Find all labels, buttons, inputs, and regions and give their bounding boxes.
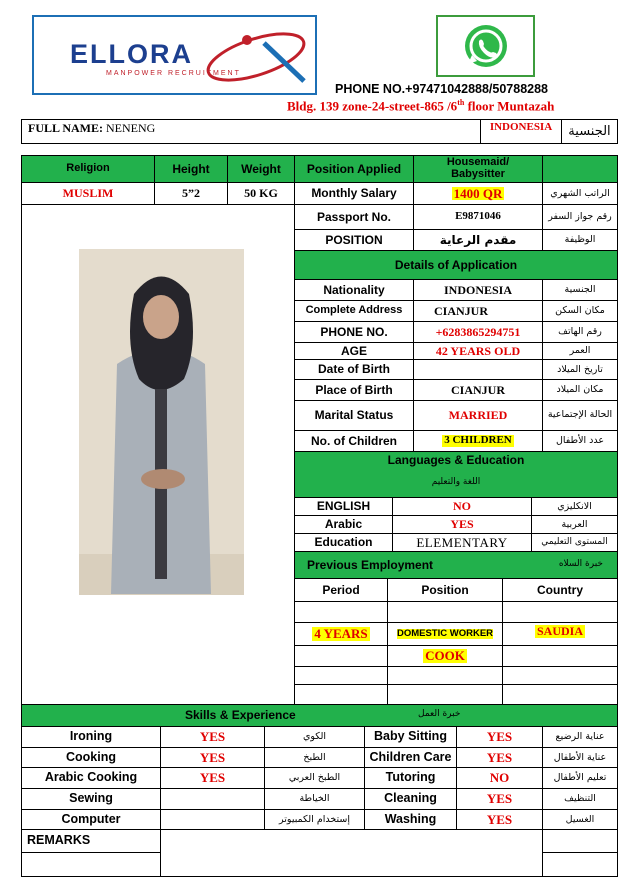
position-applied-value: Housemaid/ Babysitter <box>413 155 543 183</box>
whatsapp-logo <box>436 15 535 77</box>
languages-header <box>294 451 618 498</box>
position-label: POSITION <box>294 229 414 251</box>
employment-position: DOMESTIC WORKER <box>396 628 494 640</box>
detail-arabic-phone: رقم الهاتف <box>542 321 618 343</box>
detail-label-dob: Date of Birth <box>294 359 414 380</box>
applicant-figure-icon <box>79 249 244 595</box>
skill-arabic-computer: إستخدام الكمبيوتر <box>264 809 365 830</box>
employment-empty <box>502 666 618 685</box>
education-label: Education <box>294 533 393 552</box>
skill-label-babysitting: Baby Sitting <box>364 726 457 748</box>
employment-country: SAUDIA <box>536 624 583 638</box>
skills-title-arabic: خبرة العمل <box>418 709 461 719</box>
employment-empty <box>502 601 618 623</box>
detail-label-marital: Marital Status <box>294 400 414 431</box>
height-value: 5”2 <box>154 182 228 205</box>
position-applied-header: Position Applied <box>294 155 414 183</box>
passport-label: Passport No. <box>294 204 414 230</box>
skill-label-arabiccooking: Arabic Cooking <box>21 767 161 789</box>
skill-value-washing: YES <box>456 809 543 830</box>
employment-period: 4 YEARS <box>314 626 368 642</box>
lang-label-arabic: Arabic <box>294 515 393 534</box>
skill-value-cleaning: YES <box>456 788 543 810</box>
skill-arabic-tutoring: تعليم الأطفال <box>542 767 618 789</box>
detail-arabic-pob: مكان الميلاد <box>542 379 618 401</box>
full-name-label: FULL NAME: <box>28 121 103 135</box>
salary-label: Monthly Salary <box>294 182 414 205</box>
skill-label-sewing: Sewing <box>21 788 161 810</box>
detail-label-address: Complete Address <box>294 300 414 322</box>
religion-header: Religion <box>21 155 155 183</box>
skill-value-childrencare: YES <box>456 747 543 768</box>
skill-label-cleaning: Cleaning <box>364 788 457 810</box>
education-value: ELEMENTARY <box>392 533 532 552</box>
detail-label-children: No. of Children <box>294 430 414 452</box>
height-header: Height <box>154 155 228 183</box>
nationality-value: INDONESIA <box>480 119 562 144</box>
skill-arabic-ironing: الكوي <box>264 726 365 748</box>
logo-swoosh-icon <box>204 23 314 91</box>
employment-col-period: Period <box>294 578 388 602</box>
remarks-label: REMARKS <box>21 829 161 853</box>
lang-arabic-arabic: العربية <box>531 515 618 534</box>
detail-value-nationality: INDONESIA <box>413 279 543 301</box>
detail-label-age: AGE <box>294 342 414 360</box>
employment-title: Previous Employment <box>307 557 434 572</box>
skills-title: Skills & Experience <box>185 708 296 722</box>
nationality-arabic-label: الجنسية <box>561 119 618 144</box>
lang-value-english: NO <box>392 497 532 516</box>
employment-empty <box>294 666 388 685</box>
detail-value-age: 42 YEARS OLD <box>413 342 543 360</box>
skill-arabic-childrencare: عناية الأطفال <box>542 747 618 768</box>
passport-arabic-label: رقم جواز السفر <box>542 204 618 230</box>
employment-empty <box>294 645 388 667</box>
skill-value-ironing: YES <box>160 726 265 748</box>
detail-arabic-children: عدد الأطفال <box>542 430 618 452</box>
skill-label-washing: Washing <box>364 809 457 830</box>
address-floor: floor Muntazah <box>464 98 555 114</box>
remarks-empty <box>542 852 618 877</box>
address-main: Bldg. 139 zone-24-street-865 /6 <box>287 98 458 114</box>
detail-value-address: CIANJUR <box>413 300 543 322</box>
remarks-empty <box>21 852 161 877</box>
skill-value-babysitting: YES <box>456 726 543 748</box>
skill-label-cooking: Cooking <box>21 747 161 768</box>
employment-position-cell <box>387 622 503 646</box>
lang-label-english: ENGLISH <box>294 497 393 516</box>
employment-country-cell <box>502 622 618 646</box>
salary-value: 1400 QR <box>453 185 503 201</box>
religion-value: MUSLIM <box>21 182 155 205</box>
employment-position-2: COOK <box>425 648 465 664</box>
employment-empty <box>387 601 503 623</box>
logo-text: ELLORA <box>70 39 193 69</box>
lang-arabic-english: الانكليزي <box>531 497 618 516</box>
detail-value-children: 3 CHILDREN <box>444 434 512 447</box>
full-name-field <box>21 119 481 144</box>
employment-empty <box>294 684 388 705</box>
position-arabic-label: الوظيفة <box>542 229 618 251</box>
skill-arabic-cleaning: التنظيف <box>542 788 618 810</box>
employment-col-country: Country <box>502 578 618 602</box>
skill-label-ironing: Ironing <box>21 726 161 748</box>
full-name-value: NENENG <box>106 121 156 135</box>
salary-value-cell <box>413 182 543 205</box>
languages-title: Languages & Education <box>387 453 525 467</box>
company-phone: PHONE NO.+97471042888/50788288 <box>335 82 549 96</box>
skill-value-arabiccooking: YES <box>160 767 265 789</box>
detail-value-marital: MARRIED <box>413 400 543 431</box>
skill-value-tutoring: NO <box>456 767 543 789</box>
detail-arabic-dob: تاريخ الميلاد <box>542 359 618 380</box>
detail-label-phone: PHONE NO. <box>294 321 414 343</box>
header-empty-cell <box>542 155 618 183</box>
details-header: Details of Application <box>294 250 618 280</box>
employment-period-cell <box>294 622 388 646</box>
detail-value-phone: +6283865294751 <box>413 321 543 343</box>
detail-arabic-address: مكان السكن <box>542 300 618 322</box>
skill-arabic-sewing: الخياطة <box>264 788 365 810</box>
weight-value: 50 KG <box>227 182 295 205</box>
whatsapp-icon <box>438 17 533 75</box>
employment-header <box>294 551 618 579</box>
detail-arabic-age: العمر <box>542 342 618 360</box>
employment-empty <box>387 666 503 685</box>
employment-empty <box>502 645 618 667</box>
detail-value-dob <box>413 359 543 380</box>
lang-value-arabic: YES <box>392 515 532 534</box>
languages-title-arabic: اللغة والتعليم <box>431 476 481 487</box>
applicant-photo <box>79 249 244 595</box>
detail-value-children-cell <box>413 430 543 452</box>
skill-value-computer <box>160 809 265 830</box>
employment-title-arabic: خبرة السلاه <box>558 559 603 570</box>
passport-value: E9871046 <box>413 204 543 230</box>
skill-arabic-washing: الغسيل <box>542 809 618 830</box>
skill-arabic-cooking: الطبخ <box>264 747 365 768</box>
company-logo <box>32 15 317 95</box>
employment-empty <box>502 684 618 705</box>
employment-col-position: Position <box>387 578 503 602</box>
education-arabic-label: المستوى التعليمي <box>531 533 618 552</box>
employment-empty <box>294 601 388 623</box>
detail-arabic-nationality: الجنسية <box>542 279 618 301</box>
skill-arabic-babysitting: عناية الرضيع <box>542 726 618 748</box>
skill-label-computer: Computer <box>21 809 161 830</box>
remarks-empty <box>542 829 618 853</box>
employment-position2-cell <box>387 645 503 667</box>
skill-value-cooking: YES <box>160 747 265 768</box>
address-suffix: th <box>457 98 465 107</box>
detail-value-pob: CIANJUR <box>413 379 543 401</box>
detail-label-pob: Place of Birth <box>294 379 414 401</box>
skill-value-sewing <box>160 788 265 810</box>
employment-empty <box>387 684 503 705</box>
skill-label-childrencare: Children Care <box>364 747 457 768</box>
skill-arabic-arabiccooking: الطبخ العربي <box>264 767 365 789</box>
logo-subtitle: MANPOWER RECRUITMENT <box>106 70 241 77</box>
skills-header <box>21 704 618 727</box>
skill-label-tutoring: Tutoring <box>364 767 457 789</box>
weight-header: Weight <box>227 155 295 183</box>
position-value: مقدم الرعاية <box>413 229 543 251</box>
company-address <box>287 98 554 114</box>
detail-label-nationality: Nationality <box>294 279 414 301</box>
detail-arabic-marital: الحالة الإجتماعية <box>542 400 618 431</box>
salary-arabic-label: الراتب الشهري <box>542 182 618 205</box>
